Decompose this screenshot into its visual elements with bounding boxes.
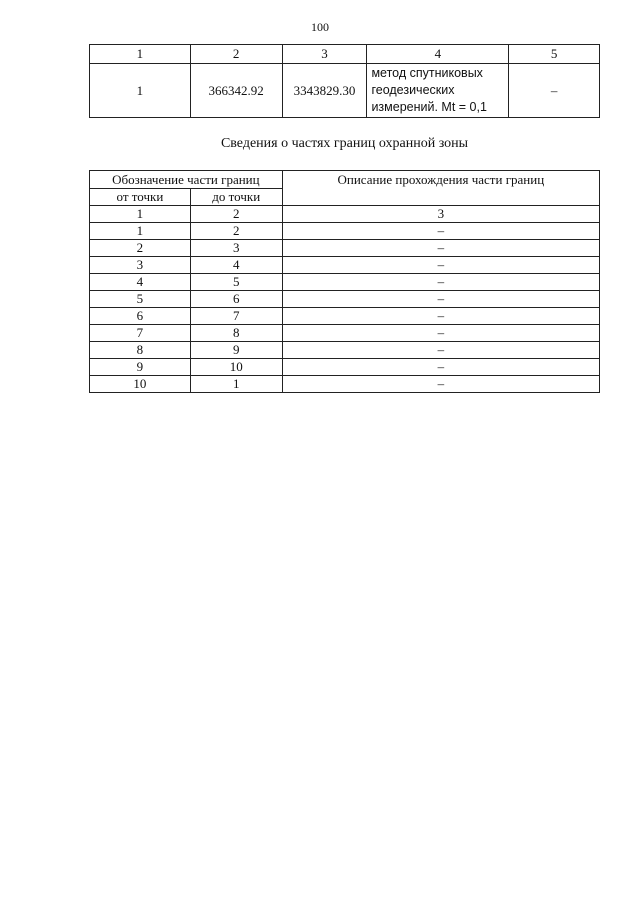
x-coordinate-cell: 366342.92 [190,64,282,118]
to-point-cell: 4 [190,257,282,274]
table-row [90,240,600,257]
table-row [90,64,600,118]
to-point-cell: 7 [190,308,282,325]
from-point-cell: 6 [90,308,191,325]
description-cell: – [282,359,599,376]
method-line: измерений. Mt = 0,1 [371,100,487,114]
from-point-cell: 9 [90,359,191,376]
column-number-cell: 5 [509,45,600,64]
description-cell: – [282,240,599,257]
column-number-cell: 1 [90,45,191,64]
parts-table-header-row [90,171,600,189]
description-header: Описание прохождения части границ [282,171,599,206]
part-designation-header: Обозначение части границ [90,171,283,189]
page-number: 100 [311,20,329,34]
from-point-header: от точки [90,189,191,206]
to-point-cell: 2 [190,223,282,240]
from-point-cell: 7 [90,325,191,342]
point-number-cell: 1 [90,64,191,118]
description-cell: – [282,308,599,325]
column5-cell: – [509,64,600,118]
description-cell: – [282,376,599,393]
method-cell [367,64,509,118]
from-point-cell: 5 [90,291,191,308]
from-point-cell: 8 [90,342,191,359]
table-row [90,257,600,274]
table-row [90,223,600,240]
table-row [90,274,600,291]
coordinates-table [89,44,600,118]
coordinates-table-header-row [90,45,600,64]
table-row [90,359,600,376]
from-point-cell: 3 [90,257,191,274]
to-point-cell: 8 [190,325,282,342]
to-point-cell: 10 [190,359,282,376]
description-cell: – [282,342,599,359]
to-point-cell: 1 [190,376,282,393]
column-number-cell: 2 [190,206,282,223]
to-point-cell: 9 [190,342,282,359]
description-cell: – [282,274,599,291]
from-point-cell: 2 [90,240,191,257]
from-point-cell: 4 [90,274,191,291]
table-row [90,291,600,308]
table-row [90,376,600,393]
from-point-cell: 1 [90,223,191,240]
to-point-cell: 3 [190,240,282,257]
method-line: геодезических [371,83,455,97]
from-point-cell: 10 [90,376,191,393]
description-cell: – [282,223,599,240]
section-title: Сведения о частях границ охранной зоны [220,136,469,151]
column-number-cell: 3 [282,45,367,64]
column-number-cell: 3 [282,206,599,223]
method-line: метод спутниковых [371,66,483,80]
to-point-header: до точки [190,189,282,206]
table-row [90,325,600,342]
column-number-cell: 2 [190,45,282,64]
table-row [90,308,600,325]
boundary-parts-table [89,170,600,393]
to-point-cell: 5 [190,274,282,291]
to-point-cell: 6 [190,291,282,308]
description-cell: – [282,325,599,342]
description-cell: – [282,257,599,274]
y-coordinate-cell: 3343829.30 [282,64,367,118]
table-row [90,342,600,359]
column-numbering-row [90,206,600,223]
description-cell: – [282,291,599,308]
column-number-cell: 1 [90,206,191,223]
column-number-cell: 4 [367,45,509,64]
